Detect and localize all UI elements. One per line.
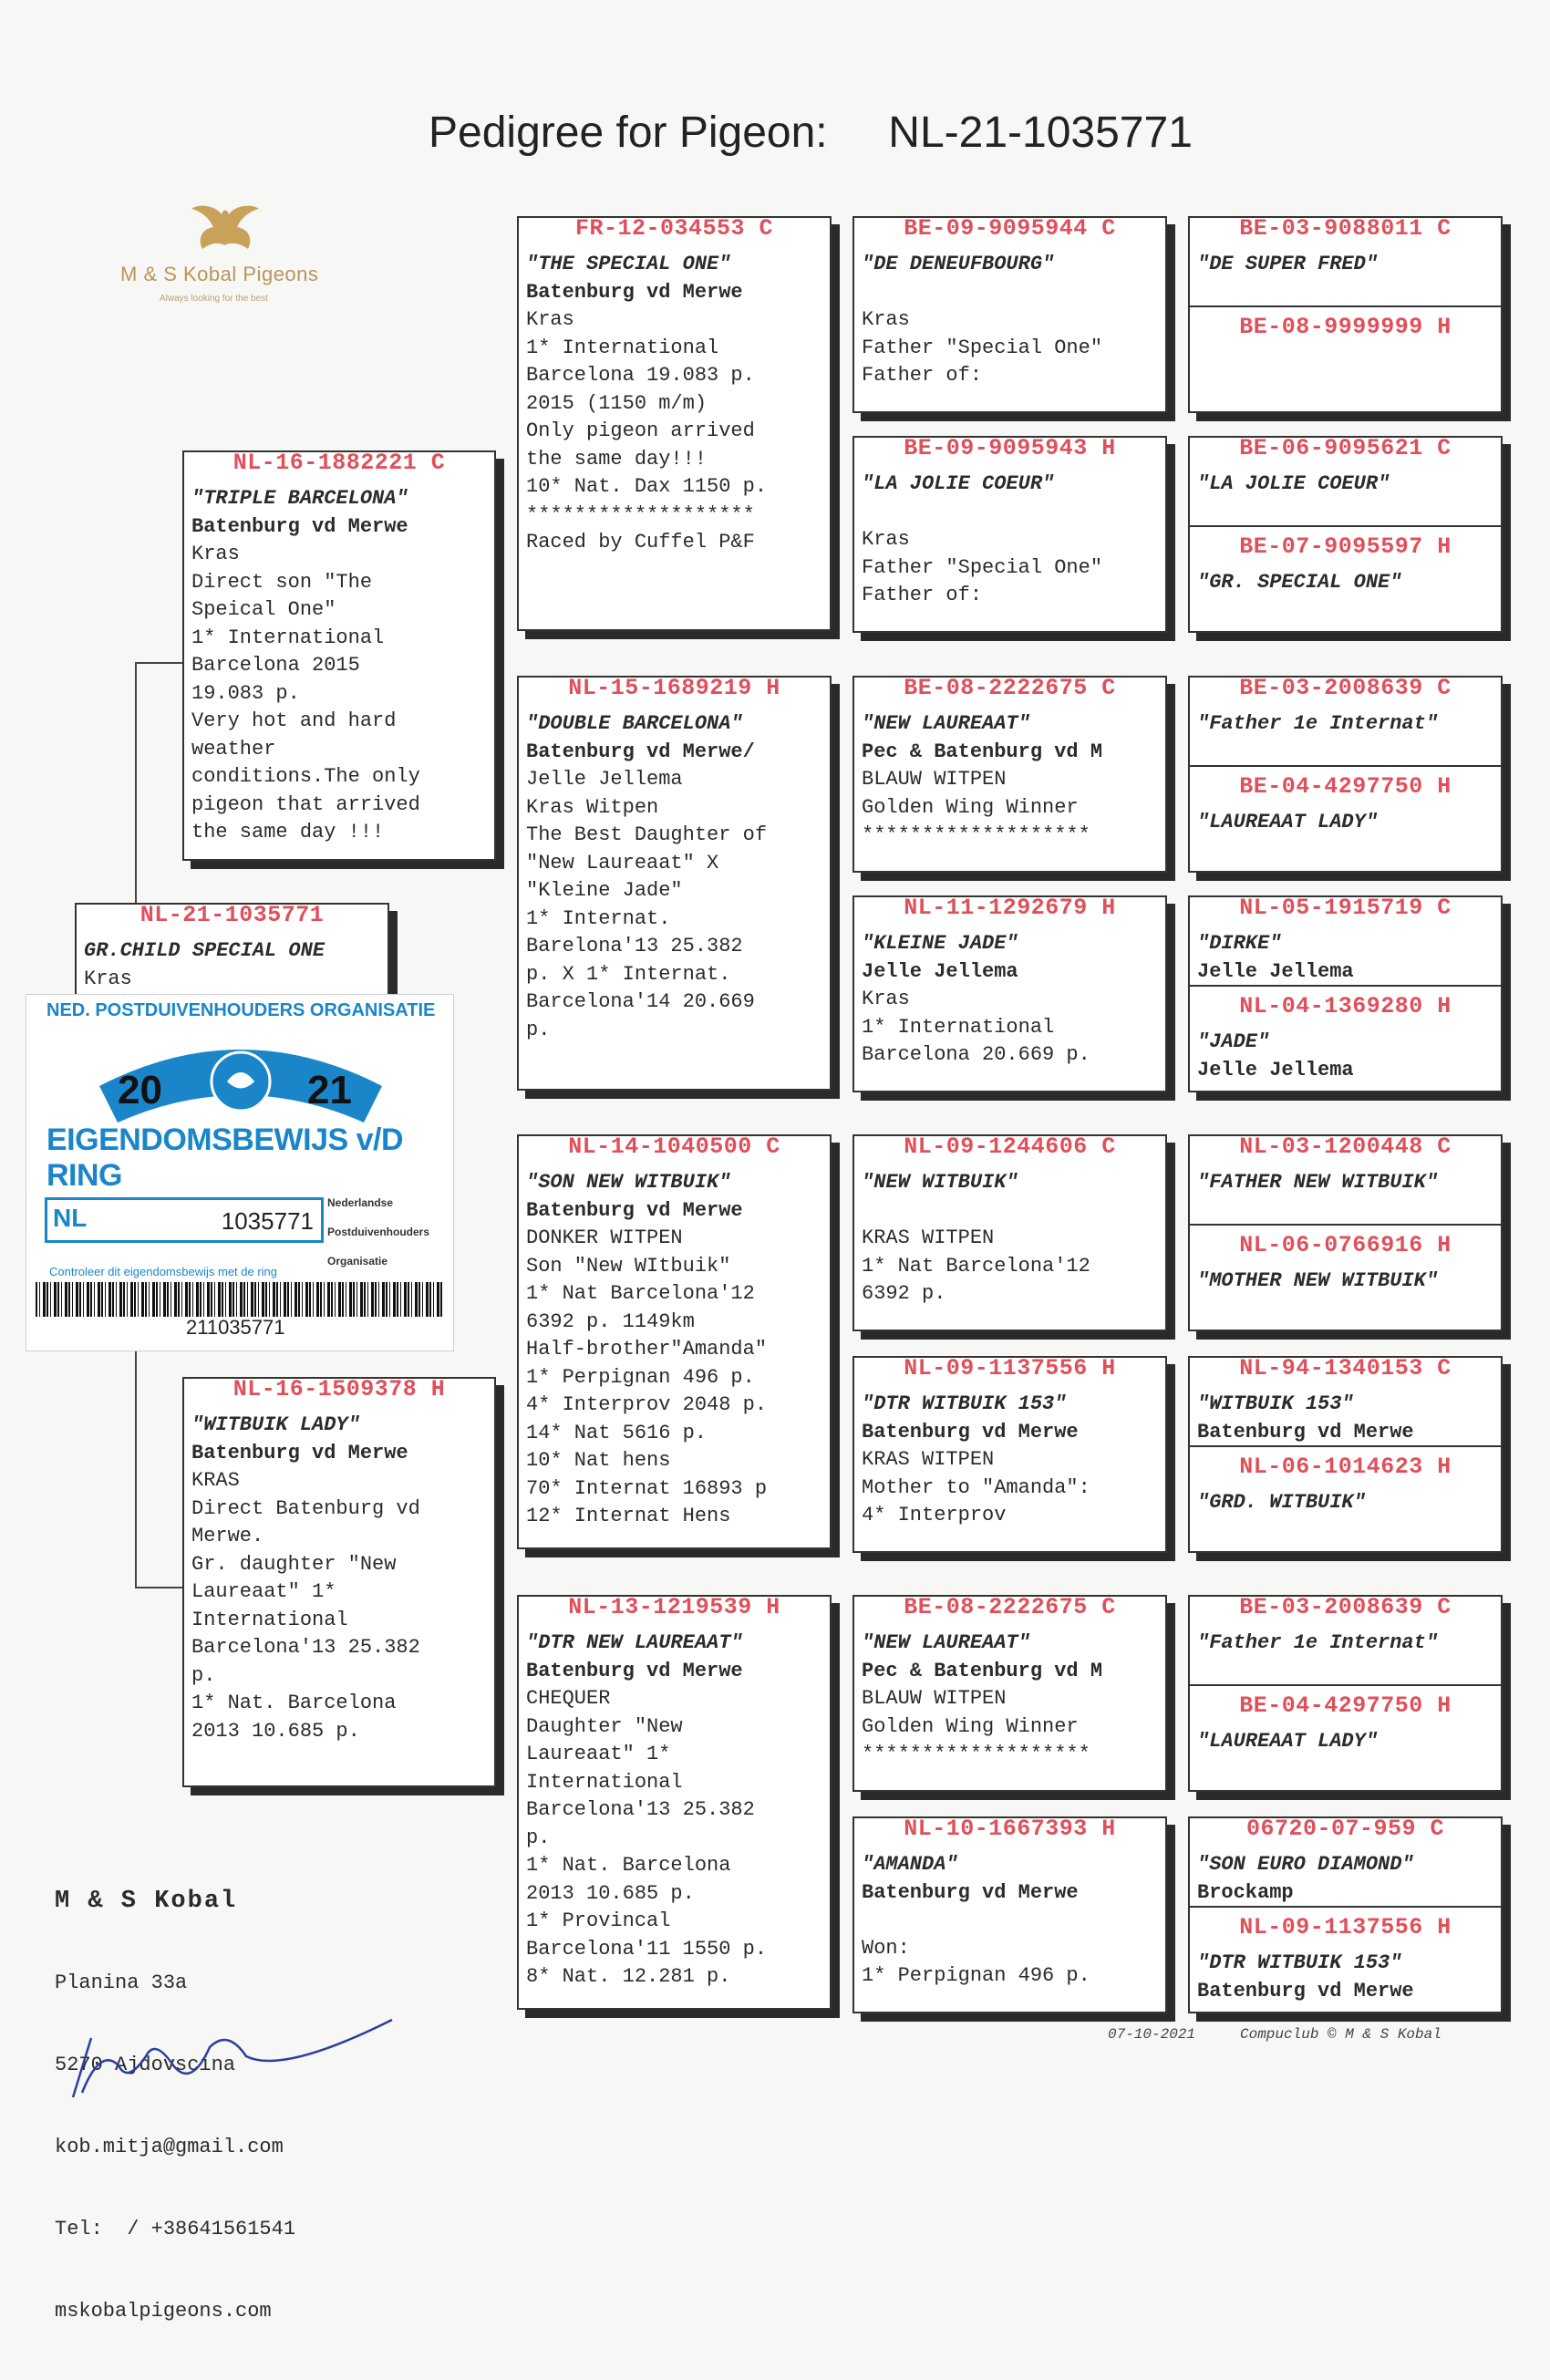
card-year-left: 20 <box>118 1068 162 1112</box>
ring-number: NL-16-1882221 C <box>232 450 446 476</box>
pigeon-detail-line: 2013 10.685 p. <box>526 1881 695 1905</box>
pigeon-detail-line: Father of: <box>862 364 983 387</box>
pigeon-detail-line <box>1197 1756 1497 1785</box>
ring-number: NL-09-1244606 C <box>904 1133 1116 1160</box>
pigeon-details <box>862 1169 1162 1309</box>
pigeon-detail-line: Batenburg vd Merwe <box>1197 1420 1414 1444</box>
pigeon-detail-line: 1* International <box>862 1015 1055 1039</box>
pigeon-detail-line: p. X 1* Internat. <box>526 962 731 986</box>
pigeon-detail-line: Father of: <box>862 584 983 606</box>
pigeon-name: "DE SUPER FRED" <box>1197 253 1379 275</box>
owner-line: mskobalpigeons.com <box>55 2300 272 2323</box>
ring-number: NL-94-1340153 C <box>1239 1355 1452 1381</box>
ring-number: BE-09-9095944 C <box>904 215 1116 242</box>
ring-number: BE-08-2222675 C <box>904 1594 1116 1620</box>
pigeon-detail-line: 10* Nat. Dax 1150 p. <box>526 475 768 498</box>
sire-box <box>182 450 496 861</box>
pigeon-detail-line: KRAS WITPEN <box>862 1226 995 1249</box>
owner-line: Planina 33a <box>55 1971 188 1994</box>
pigeon-detail-line: 6392 p. 1149km <box>526 1309 695 1333</box>
pigeon-details <box>1197 471 1497 526</box>
pigeon-name: "DTR NEW LAUREAAT" <box>526 1631 743 1654</box>
pigeon-detail-line: KRAS <box>191 1469 240 1492</box>
pigeon-name: "NEW LAUREAAT" <box>862 712 1030 735</box>
footer-date: 07-10-2021 <box>1108 2026 1196 2043</box>
pigeon-name: "WITBUIK LADY" <box>191 1413 360 1436</box>
pigeon-name: "FATHER NEW WITBUIK" <box>1197 1171 1439 1194</box>
pigeon-detail-line: Gr. daughter "New <box>191 1552 397 1576</box>
pigeon-detail-line: Merwe. <box>191 1525 264 1547</box>
pigeon-detail-line: Raced by Cuffel P&F <box>526 531 755 554</box>
card-year-right: 21 <box>307 1068 352 1112</box>
pigeon-name: "LAUREAAT LADY" <box>1197 811 1379 833</box>
pigeon-name: "MOTHER NEW WITBUIK" <box>1197 1269 1439 1292</box>
pigeon-detail-line: Barcelona 2015 <box>191 654 360 677</box>
pigeon-detail-line: Jelle Jellema <box>1197 959 1354 983</box>
pigeon-detail-line: "New Laureaat" X <box>526 851 719 874</box>
pigeon-detail-line: Laureaat" 1* <box>191 1580 336 1603</box>
grandparent-box <box>517 1595 832 2010</box>
pigeon-detail-line: p. <box>191 1663 216 1687</box>
pigeon-detail-line: Barcelona'14 20.669 <box>526 990 755 1013</box>
pigeon-details <box>191 1412 491 1745</box>
pigeon-details <box>1197 1489 1497 1545</box>
pigeon-details <box>191 485 491 847</box>
pigeon-detail-line <box>1197 837 1497 865</box>
pair-divider <box>1190 985 1501 987</box>
pigeon-details <box>84 937 384 993</box>
great-grandparent-box <box>852 676 1167 873</box>
pigeon-detail-line: p. <box>526 1826 551 1849</box>
signature-image <box>64 2011 410 2111</box>
pigeon-detail-line: Jelle Jellema <box>526 768 683 791</box>
page-title: Pedigree for Pigeon: NL-21-1035771 <box>429 109 1193 157</box>
pigeon-detail-line <box>1197 1517 1497 1546</box>
pigeon-detail-line: 1* Nat Barcelona'12 <box>526 1282 755 1305</box>
pigeon-details <box>1197 1391 1497 1446</box>
pigeon-details <box>1197 251 1497 306</box>
pigeon-detail-line: Barelona'13 25.382 <box>526 935 743 957</box>
owner-line: kob.mitja@gmail.com <box>55 2136 284 2158</box>
pigeon-detail-line: Pec & Batenburg vd M <box>862 740 1103 763</box>
pigeon-details <box>862 471 1162 610</box>
pigeon-detail-line: Golden Wing Winner <box>862 795 1079 819</box>
pigeon-detail-line: ******************* <box>862 1743 1090 1765</box>
gen4-pair-box <box>1188 1134 1503 1331</box>
subject-box <box>75 903 389 1003</box>
pigeon-detail-line: "Kleine Jade" <box>526 879 683 902</box>
gen4-pair-box <box>1188 436 1503 633</box>
pigeon-detail-line: conditions.The only <box>191 765 420 788</box>
grandparent-box <box>517 216 832 631</box>
pigeon-detail-line: Jelle Jellema <box>862 959 1018 983</box>
pigeon-detail-line: Batenburg vd Merwe <box>1197 1979 1414 2002</box>
pigeon-detail-line: Barcelona'13 25.382 <box>191 1636 420 1659</box>
pigeon-details <box>862 1391 1162 1530</box>
pigeon-detail-line <box>862 1907 1162 1935</box>
pigeon-detail-line: Batenburg vd Merwe <box>191 1441 408 1464</box>
ring-number: NL-05-1915719 C <box>1239 895 1452 921</box>
pigeon-detail-line: Pec & Batenburg vd M <box>862 1659 1103 1682</box>
pigeon-detail-line: Won: <box>862 1936 910 1960</box>
ring-number: BE-09-9095943 H <box>904 435 1116 461</box>
ring-number: BE-08-9999999 H <box>1239 314 1452 340</box>
ring-number: NL-09-1137556 H <box>904 1355 1116 1381</box>
card-org: NED. POSTDUIVENHOUDERS ORGANISATIE <box>46 1000 436 1020</box>
pigeon-detail-line: Batenburg vd Merwe <box>862 1420 1079 1444</box>
pigeon-name: "THE SPECIAL ONE" <box>526 253 731 275</box>
ring-number: BE-04-4297750 H <box>1239 1692 1452 1719</box>
pigeon-detail-line: International <box>191 1608 348 1631</box>
pigeon-detail-line: Daughter "New <box>526 1714 683 1738</box>
pigeon-detail-line: International <box>526 1770 683 1794</box>
pigeon-name: "NEW WITBUIK" <box>862 1171 1018 1194</box>
pair-divider <box>1190 1906 1501 1908</box>
gen4-pair-box <box>1188 1816 1503 2013</box>
pigeon-detail-line: Batenburg vd Merwe <box>526 1198 743 1222</box>
great-grandparent-box <box>852 895 1167 1092</box>
pigeon-detail-line: Father "Special One" <box>862 336 1103 359</box>
pigeon-details <box>526 1169 826 1531</box>
pigeon-name: "JADE" <box>1197 1030 1270 1053</box>
pigeon-detail-line: Direct Batenburg vd <box>191 1496 420 1520</box>
pigeon-detail-line: BLAUW WITPEN <box>862 1687 1007 1710</box>
pigeon-detail-line: 1* Perpignan 496 p. <box>526 1365 755 1389</box>
pair-divider <box>1190 1224 1501 1226</box>
dam-box <box>182 1377 496 1787</box>
pigeon-detail-line: Barcelona'11 1550 p. <box>526 1937 768 1961</box>
pigeon-detail-line: weather <box>191 737 276 761</box>
pigeon-detail-line: the same day !!! <box>191 821 385 843</box>
npo-line: Nederlandse <box>327 1196 394 1209</box>
npo-line: Postduivenhouders <box>327 1226 430 1238</box>
pigeon-detail-line: 8* Nat. 12.281 p. <box>526 1965 731 1988</box>
pigeon-details <box>1197 1268 1497 1323</box>
pigeon-name: "LA JOLIE COEUR" <box>1197 472 1390 495</box>
card-country: NL <box>53 1204 88 1232</box>
pigeon-name: "Father 1e Internat" <box>1197 1631 1439 1654</box>
pigeon-detail-line: the same day!!! <box>526 447 708 471</box>
pigeon-detail-line: Golden Wing Winner <box>862 1714 1079 1738</box>
pigeon-detail-line: pigeon that arrived <box>191 792 420 816</box>
pigeon-name: GR.CHILD SPECIAL ONE <box>84 939 326 962</box>
pigeon-name: "AMANDA" <box>862 1853 958 1876</box>
pigeon-detail-line: Barcelona'13 25.382 <box>526 1798 755 1821</box>
pigeon-detail-line: Laureaat" 1* <box>526 1743 671 1765</box>
pigeon-name: "GRD. WITBUIK" <box>1197 1491 1366 1514</box>
ring-number: NL-16-1509378 H <box>232 1376 446 1402</box>
gen4-pair-box <box>1188 895 1503 1092</box>
pigeon-details <box>862 251 1162 390</box>
pair-divider <box>1190 765 1501 767</box>
pigeon-details <box>1197 349 1497 405</box>
pigeon-detail-line: Direct son "The <box>191 570 373 594</box>
pigeon-detail-line: 4* Interprov <box>862 1504 1007 1526</box>
pigeon-detail-line <box>862 279 1162 307</box>
pigeon-detail-line: 70* Internat 16893 p <box>526 1476 768 1500</box>
pigeon-detail-line: ******************* <box>862 823 1090 846</box>
pigeon-name: "GR. SPECIAL ONE" <box>1197 571 1402 594</box>
pigeon-name: "SON NEW WITBUIK" <box>526 1171 731 1194</box>
ring-number: BE-08-2222675 C <box>904 675 1116 701</box>
pigeon-name: "Father 1e Internat" <box>1197 712 1439 735</box>
pigeon-details <box>1197 1169 1497 1225</box>
ring-number: NL-06-0766916 H <box>1239 1232 1452 1258</box>
connector-line <box>135 662 137 903</box>
pigeon-detail-line: Batenburg vd Merwe <box>191 514 408 538</box>
pigeon-name: "LAUREAAT LADY" <box>1197 1730 1379 1753</box>
pigeon-detail-line: BLAUW WITPEN <box>862 768 1007 791</box>
pigeon-detail-line: 1* International <box>191 626 385 649</box>
ring-number: NL-15-1689219 H <box>568 675 780 701</box>
card-npo <box>327 1186 429 1270</box>
pigeon-details <box>1197 710 1497 766</box>
pigeon-detail-line: Kras Witpen <box>526 795 659 819</box>
great-grandparent-box <box>852 436 1167 633</box>
logo-tagline: Always looking for the best <box>160 294 268 304</box>
pigeon-detail-line: Brockamp <box>1197 1880 1294 1904</box>
pigeon-detail-line: Barcelona 19.083 p. <box>526 364 755 387</box>
pigeon-detail-line: KRAS WITPEN <box>862 1448 995 1471</box>
pigeon-detail-line: Half-brother"Amanda" <box>526 1338 768 1361</box>
pigeon-detail-line: DONKER WITPEN <box>526 1226 683 1249</box>
pigeon-detail-line <box>1197 1658 1497 1686</box>
connector-line <box>135 662 182 664</box>
pigeon-detail-line: 12* Internat Hens <box>526 1505 731 1527</box>
great-grandparent-box <box>852 216 1167 413</box>
great-grandparent-box <box>852 1595 1167 1792</box>
pigeon-details <box>862 1630 1162 1769</box>
pigeon-detail-line: Kras <box>862 988 910 1010</box>
ring-number: NL-14-1040500 C <box>568 1133 780 1160</box>
pigeon-detail-line: Jelle Jellema <box>1197 1058 1354 1081</box>
card-title: EIGENDOMSBEWIJS v/D RING <box>46 1123 404 1193</box>
ring-number: NL-10-1667393 H <box>904 1816 1116 1842</box>
pigeon-detail-line: Kras <box>84 967 132 990</box>
pigeon-name: "DOUBLE BARCELONA" <box>526 712 743 735</box>
pigeon-details <box>526 251 826 557</box>
pair-divider <box>1190 525 1501 527</box>
ring-number: FR-12-034553 C <box>574 215 774 242</box>
pigeon-detail-line: Mother to "Amanda": <box>862 1475 1090 1499</box>
ring-number: NL-03-1200448 C <box>1239 1133 1452 1160</box>
pigeon-detail-line: 1* Nat. Barcelona <box>526 1854 731 1877</box>
ring-number: BE-03-9088011 C <box>1239 215 1452 242</box>
ring-number: NL-21-1035771 <box>140 902 325 928</box>
pigeon-detail-line: 1* Perpignan 496 p. <box>862 1964 1090 1987</box>
pigeon-detail-line: 4* Interprov 2048 p. <box>526 1393 768 1416</box>
pigeon-name: "DTR WITBUIK 153" <box>1197 1951 1402 1974</box>
pigeon-detail-line: p. <box>526 1018 551 1041</box>
pigeon-detail-line: 1* International <box>526 336 719 359</box>
ring-number: NL-06-1014623 H <box>1239 1454 1452 1480</box>
pigeon-detail-line: The Best Daughter of <box>526 823 768 846</box>
pigeon-name: "DTR WITBUIK 153" <box>862 1392 1067 1415</box>
great-grandparent-box <box>852 1816 1167 2013</box>
pigeon-details <box>1197 930 1497 986</box>
pigeon-detail-line: Kras <box>526 308 574 331</box>
npo-line: Organisatie <box>327 1255 388 1268</box>
owner-name: M & S Kobal <box>55 1888 238 1915</box>
pigeon-name: "NEW LAUREAAT" <box>862 1631 1030 1654</box>
pigeon-detail-line: 6392 p. <box>862 1282 946 1305</box>
ring-number: BE-03-2008639 C <box>1239 675 1452 701</box>
grandparent-box <box>517 1134 832 1549</box>
pigeon-detail-line: Kras <box>862 308 910 331</box>
ring-number: BE-06-9095621 C <box>1239 435 1452 461</box>
gen4-pair-box <box>1188 1595 1503 1792</box>
gen4-pair-box <box>1188 1356 1503 1553</box>
card-number: 1035771 <box>221 1207 314 1235</box>
pigeon-details <box>1197 1029 1497 1084</box>
pigeon-details <box>862 710 1162 850</box>
connector-line <box>135 1587 182 1588</box>
pigeon-detail-line <box>862 499 1162 527</box>
pigeon-name: "WITBUIK 153" <box>1197 1392 1354 1415</box>
owner-line: 5270 Ajdovscina <box>55 2054 236 2076</box>
pigeon-details <box>1197 1950 1497 2005</box>
gen4-pair-box <box>1188 676 1503 873</box>
pigeon-name: "DE DENEUFBOURG" <box>862 253 1055 275</box>
pigeon-detail-line: 14* Nat 5616 p. <box>526 1421 708 1444</box>
pigeon-detail-line <box>1197 378 1497 406</box>
great-grandparent-box <box>852 1134 1167 1331</box>
pigeon-detail-line: Speical One" <box>191 598 336 621</box>
great-grandparent-box <box>852 1356 1167 1553</box>
pigeon-details <box>862 1851 1162 1991</box>
connector-line <box>135 1348 137 1587</box>
pigeon-detail-line: Very hot and hard <box>191 709 397 732</box>
pigeon-detail-line: CHEQUER <box>526 1687 611 1710</box>
pigeon-name <box>1197 349 1497 378</box>
pair-divider <box>1190 1445 1501 1447</box>
ring-number: NL-13-1219539 H <box>568 1594 780 1620</box>
pair-divider <box>1190 1684 1501 1686</box>
pigeon-detail-line: Son "New WItbuik" <box>526 1254 731 1278</box>
barcode-number: 211035771 <box>186 1316 285 1339</box>
pigeon-name: "LA JOLIE COEUR" <box>862 472 1055 495</box>
pigeon-detail-line <box>1197 739 1497 767</box>
pigeon-detail-line <box>1197 597 1497 626</box>
logo-name: M & S Kobal Pigeons <box>120 263 319 285</box>
pigeon-detail-line: 1* Nat Barcelona'12 <box>862 1254 1090 1278</box>
ring-number: BE-03-2008639 C <box>1239 1594 1452 1620</box>
pigeon-detail-line: Barcelona 20.669 p. <box>862 1043 1090 1066</box>
pigeon-details <box>526 710 826 1044</box>
ring-number: BE-07-9095597 H <box>1239 533 1452 560</box>
pigeon-detail-line: Batenburg vd Merwe/ <box>526 740 755 763</box>
ring-number: 06720-07-959 C <box>1245 1816 1445 1842</box>
pigeon-detail-line: 2015 (1150 m/m) <box>526 391 708 415</box>
pigeon-detail-line: Batenburg vd Merwe <box>862 1880 1079 1904</box>
pigeon-details <box>1197 809 1497 864</box>
pigeon-name: "TRIPLE BARCELONA" <box>191 487 408 510</box>
pigeon-details <box>1197 1630 1497 1685</box>
pigeon-detail-line: 1* Internat. <box>526 906 671 930</box>
pigeon-detail-line: ******************* <box>526 502 755 526</box>
pigeon-name: "DIRKE" <box>1197 932 1282 955</box>
ring-number-box <box>45 1197 324 1243</box>
ring-number: BE-04-4297750 H <box>1239 773 1452 800</box>
owner-line: Tel: / +38641561541 <box>55 2218 296 2240</box>
pigeon-name: "KLEINE JADE" <box>862 932 1018 955</box>
pigeon-detail-line: 1* Provincal <box>526 1909 671 1932</box>
pigeon-detail-line: 10* Nat hens <box>526 1449 671 1472</box>
gen4-pair-box <box>1188 216 1503 413</box>
pigeon-detail-line: Father "Special One" <box>862 555 1103 579</box>
pigeon-details <box>1197 1728 1497 1784</box>
pigeon-detail-line: 19.083 p. <box>191 681 300 705</box>
pigeon-detail-line: Only pigeon arrived <box>526 419 755 442</box>
card-control-text: Controleer dit eigendomsbewijs met de ring <box>49 1265 278 1278</box>
pigeon-detail-line: 2013 10.685 p. <box>191 1719 360 1743</box>
ownership-card <box>26 994 454 1351</box>
pigeon-name: "SON EURO DIAMOND" <box>1197 1853 1414 1876</box>
pigeon-details <box>1197 1851 1497 1907</box>
pigeon-detail-line: Batenburg vd Merwe <box>526 1659 743 1682</box>
pigeon-detail-line <box>1197 1296 1497 1324</box>
barcode <box>36 1282 444 1317</box>
pigeon-details <box>526 1630 826 1992</box>
pigeon-detail-line <box>1197 499 1497 527</box>
pair-divider <box>1190 305 1501 307</box>
pigeon-detail-line <box>1197 279 1497 307</box>
pigeon-details <box>1197 569 1497 625</box>
grandparent-box <box>517 676 832 1091</box>
pigeon-detail-line <box>1197 1197 1497 1226</box>
pigeon-detail-line: Kras <box>862 528 910 551</box>
pigeon-detail-line: Batenburg vd Merwe <box>526 280 743 304</box>
ring-number: NL-11-1292679 H <box>904 895 1116 921</box>
pigeon-detail-line: 1* Nat. Barcelona <box>191 1692 397 1714</box>
footer-credit: Compuclub © M & S Kobal <box>1240 2026 1442 2043</box>
ring-number: NL-09-1137556 H <box>1239 1914 1452 1940</box>
pigeon-details <box>862 930 1162 1070</box>
pigeon-detail-line: Kras <box>191 543 240 565</box>
pigeon-detail-line <box>862 1197 1162 1226</box>
ring-number: NL-04-1369280 H <box>1239 993 1452 1019</box>
